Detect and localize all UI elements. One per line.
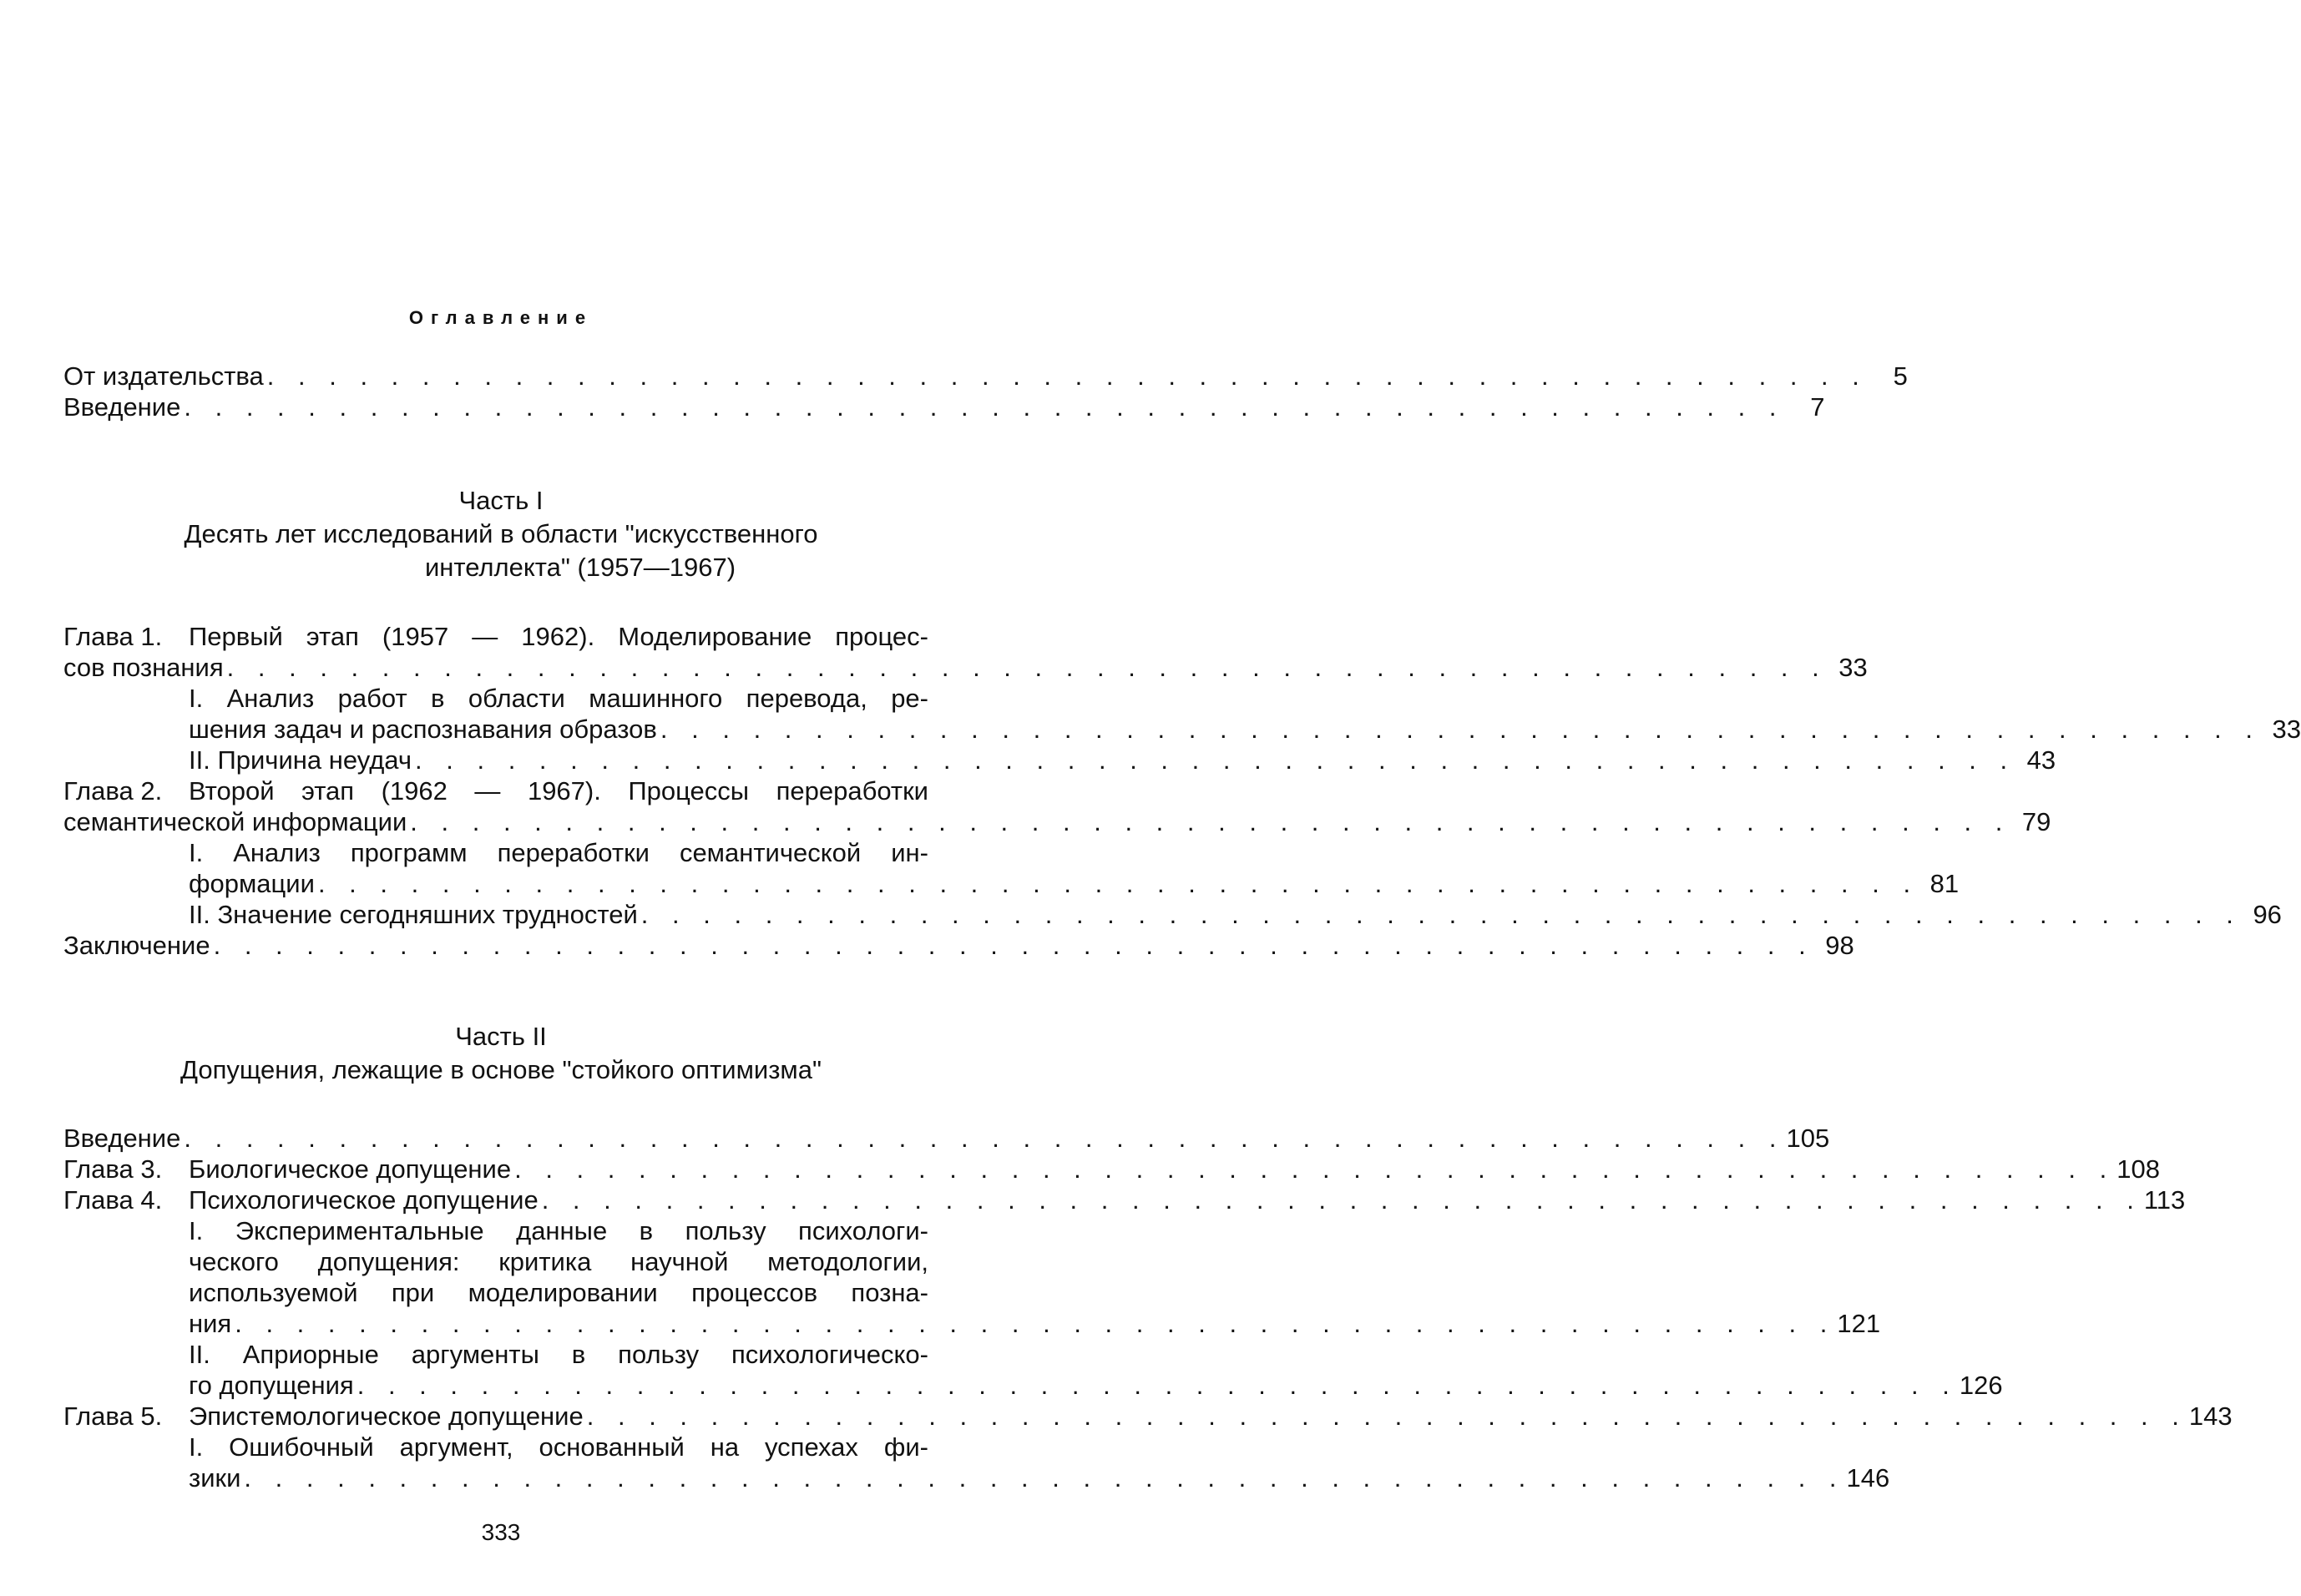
toc-entry[interactable] xyxy=(63,391,1825,422)
part-1-heading xyxy=(0,484,1002,584)
conclusion-entry[interactable] xyxy=(63,930,1854,961)
toc-entry-text: Введение xyxy=(63,1124,181,1153)
dot-leader: . . . . . . . . . . . . . . . . . . . . . . . . . . . . . . . . . . . . . . . . . . . . . . . . . . . . xyxy=(244,1463,1845,1492)
section-title-end xyxy=(189,745,2056,775)
section-2-1[interactable] xyxy=(189,837,1960,899)
dot-leader: . . . . . . . . . . . . . . . . . . . . . . . . . . . . . . . . . . . . . . . . . . . . . . . . . . . . xyxy=(213,931,1814,960)
chapter-title-row xyxy=(189,1154,2160,1184)
section-title-cont: используемой при моделировании процессов позна- xyxy=(189,1278,928,1307)
section-title: II. Значение сегодняшних трудностей xyxy=(189,900,638,929)
toc-entry-text: Заключение xyxy=(63,931,210,960)
section-title-cont: шения задач и распознавания образов xyxy=(189,715,657,744)
chapter-title-cont: семантической информации xyxy=(63,807,407,836)
dot-leader: . . . . . . . . . . . . . . . . . . . . . . . . . . . . . . . . . . . . . . . . . . . . . . . . . . . . xyxy=(541,1185,2142,1215)
section-title-end xyxy=(189,899,2282,930)
part-1-contents xyxy=(63,621,2301,961)
section-title-end xyxy=(189,868,1960,899)
section-title: I. Экспериментальные данные в пользу психологи- xyxy=(189,1216,928,1245)
toc-page-number: 33 xyxy=(1838,653,1868,682)
dot-leader: . . . . . . . . . . . . . . . . . . . . . . . . . . . . . . . . . . . . . . . . . . . . . . . . . . . . xyxy=(266,361,1868,391)
chapter-1-line-1[interactable] xyxy=(63,621,928,652)
chapter-label: Глава 4. xyxy=(63,1185,163,1215)
chapter-2-line-1[interactable] xyxy=(63,775,928,806)
part-1-subtitle-line-1: Десять лет исследований в области "искусственного xyxy=(184,519,818,548)
chapter-label: Глава 1. xyxy=(63,622,163,651)
chapter-label: Глава 5. xyxy=(63,1402,163,1431)
section-title-cont: формации xyxy=(189,869,315,898)
chapter-title: Биологическое допущение xyxy=(189,1154,512,1184)
section-title-end xyxy=(189,1462,1890,1493)
chapter-4-entry[interactable] xyxy=(63,1184,2186,1215)
toc-page-number: 79 xyxy=(2021,807,2051,836)
part-2-heading xyxy=(0,1020,1002,1087)
dot-leader: . . . . . . . . . . . . . . . . . . . . . . . . . . . . . . . . . . . . . . . . . . . . . . . . . . . . xyxy=(660,715,2262,744)
toc-entry-text: Введение xyxy=(63,392,181,422)
chapter-title: Второй этап (1962 — 1967). Процессы переработки xyxy=(189,776,928,806)
part-2-contents xyxy=(63,1123,2233,1493)
section-title: II. Причина неудач xyxy=(189,745,412,775)
dot-leader: . . . . . . . . . . . . . . . . . . . . . . . . . . . . . . . . . . . . . . . . . . . . . . . . . . . . xyxy=(415,745,2016,775)
section-1-1[interactable] xyxy=(189,683,2301,745)
section-5-1[interactable] xyxy=(189,1432,1890,1493)
toc-page-number: 5 xyxy=(1893,361,1908,391)
dot-leader: . . . . . . . . . . . . . . . . . . . . . . . . . . . . . . . . . . . . . . . . . . . . . . . . . . . . xyxy=(410,807,2011,836)
toc-page-number: 108 xyxy=(2116,1154,2160,1184)
toc-page-number: 33 xyxy=(2272,715,2301,744)
toc-page-number: 146 xyxy=(1846,1463,1890,1492)
part-2-title: Часть II xyxy=(455,1022,547,1051)
section-2-2[interactable] xyxy=(189,899,2282,930)
toc-page-number: 7 xyxy=(1810,392,1825,422)
dot-leader: . . . . . . . . . . . . . . . . . . . . . . . . . . . . . . . . . . . . . . . . . . . . . . . . . . . . xyxy=(586,1402,2187,1431)
dot-leader: . . . . . . . . . . . . . . . . . . . . . . . . . . . . . . . . . . . . . . . . . . . . . . . . . . . . xyxy=(640,900,2242,929)
section-title-cont: ния xyxy=(189,1309,232,1338)
section-4-1[interactable] xyxy=(189,1215,1881,1339)
toc-page-number: 98 xyxy=(1825,931,1854,960)
part-1-title: Часть I xyxy=(458,486,544,515)
section-title-cont: ческого допущения: критика научной методологии, xyxy=(189,1247,928,1276)
chapter-title: Психологическое допущение xyxy=(189,1185,539,1215)
toc-page-number: 105 xyxy=(1786,1124,1830,1153)
section-title-end xyxy=(189,714,2301,745)
chapter-3-entry[interactable] xyxy=(63,1154,2160,1184)
toc-page-number: 96 xyxy=(2253,900,2282,929)
section-title: II. Априорные аргументы в пользу психологическо- xyxy=(189,1340,928,1369)
section-4-2[interactable] xyxy=(189,1339,2003,1401)
toc-page-number: 43 xyxy=(2026,745,2056,775)
chapter-1-line-2[interactable] xyxy=(63,652,1868,683)
dot-leader: . . . . . . . . . . . . . . . . . . . . . . . . . . . . . . . . . . . . . . . . . . . . . . . . . . . . xyxy=(317,869,1919,898)
toc-entry[interactable] xyxy=(63,361,1908,391)
chapter-title: Эпистемологическое допущение xyxy=(189,1402,584,1431)
chapter-5-entry[interactable] xyxy=(63,1401,2233,1432)
part-2-subtitle: Допущения, лежащие в основе "стойкого оптимизма" xyxy=(180,1055,822,1084)
dot-leader: . . . . . . . . . . . . . . . . . . . . . . . . . . . . . . . . . . . . . . . . . . . . . . . . . . . . xyxy=(514,1154,2116,1184)
toc-page-number: 126 xyxy=(1959,1371,2003,1400)
page-number: 333 xyxy=(481,1519,521,1545)
section-title-cont: го допущения xyxy=(189,1371,354,1400)
toc-entry-text: От издательства xyxy=(63,361,264,391)
toc-page-number: 143 xyxy=(2188,1402,2233,1431)
chapter-label: Глава 2. xyxy=(63,776,163,806)
introduction-entry[interactable] xyxy=(63,1123,1830,1154)
section-title: I. Анализ работ в области машинного перевода, ре- xyxy=(189,684,928,713)
chapter-title-row xyxy=(189,1401,2233,1432)
dot-leader: . . . . . . . . . . . . . . . . . . . . . . . . . . . . . . . . . . . . . . . . . . . . . . . . . . . . xyxy=(226,653,1828,682)
toc-page-number: 113 xyxy=(2143,1185,2186,1215)
chapter-2-line-2[interactable] xyxy=(63,806,2051,837)
section-1-2[interactable] xyxy=(189,745,2056,775)
chapter-title: Первый этап (1957 — 1962). Моделирование процес- xyxy=(189,622,928,651)
section-title: I. Ошибочный аргумент, основанный на успехах фи- xyxy=(189,1432,928,1462)
part-1-subtitle-line-2: интеллекта" (1957—1967) xyxy=(424,553,736,582)
section-title-cont: зики xyxy=(189,1463,241,1492)
page-title: Оглавление xyxy=(408,307,594,328)
dot-leader: . . . . . . . . . . . . . . . . . . . . . . . . . . . . . . . . . . . . . . . . . . . . . . . . . . . . xyxy=(235,1309,1836,1338)
front-matter-list xyxy=(63,361,1908,422)
dot-leader: . . . . . . . . . . . . . . . . . . . . . . . . . . . . . . . . . . . . . . . . . . . . . . . . . . . . xyxy=(184,392,1785,422)
toc-page-number: 121 xyxy=(1837,1309,1881,1338)
chapter-title-cont: сов познания xyxy=(63,653,224,682)
chapter-title-row xyxy=(189,1184,2186,1215)
section-title: I. Анализ программ переработки семантической ин- xyxy=(189,838,928,867)
toc-page-number: 81 xyxy=(1929,869,1960,898)
section-title-end xyxy=(189,1370,2003,1401)
dot-leader: . . . . . . . . . . . . . . . . . . . . . . . . . . . . . . . . . . . . . . . . . . . . . . . . . . . . xyxy=(184,1124,1785,1153)
dot-leader: . . . . . . . . . . . . . . . . . . . . . . . . . . . . . . . . . . . . . . . . . . . . . . . . . . . . xyxy=(357,1371,1958,1400)
section-title-end xyxy=(189,1308,1881,1339)
chapter-label: Глава 3. xyxy=(63,1154,163,1184)
